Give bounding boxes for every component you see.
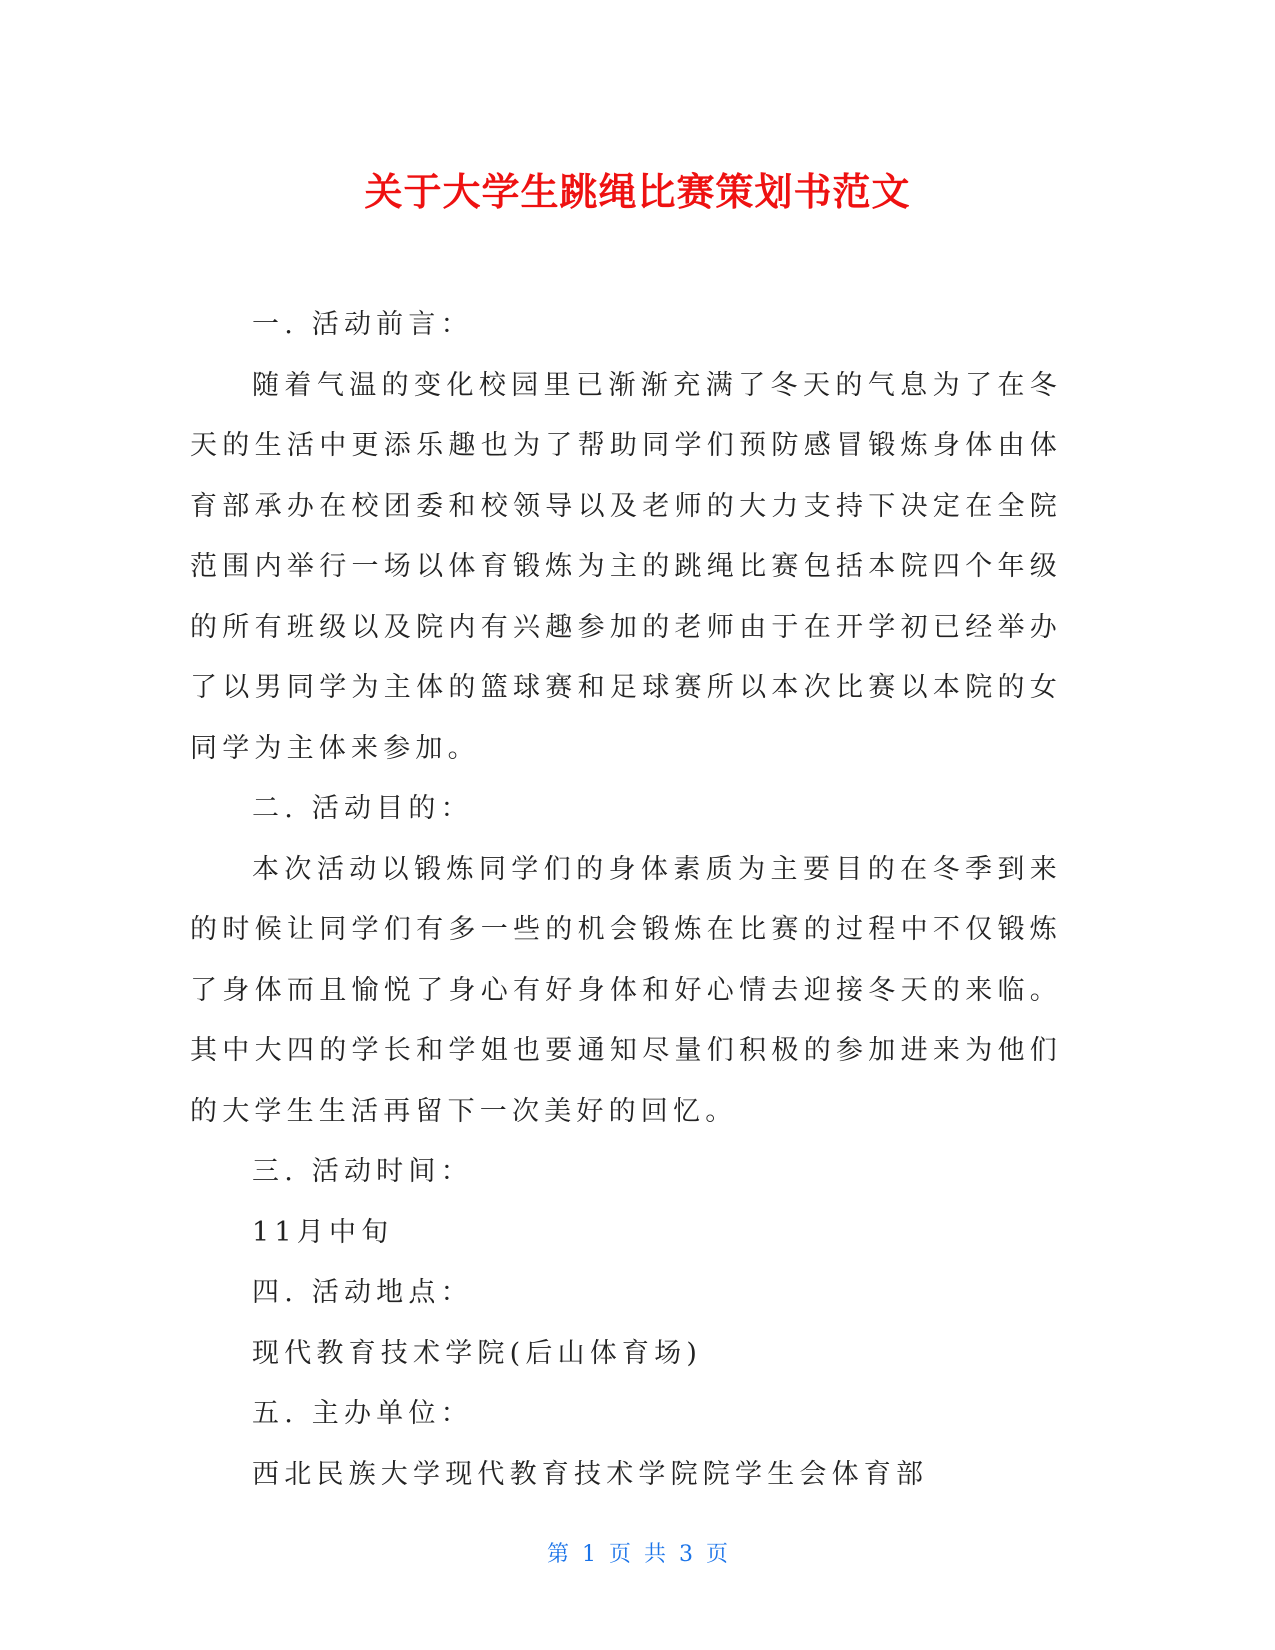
paragraph-organizer: 西北民族大学现代教育技术学院院学生会体育部	[252, 1458, 929, 1490]
section-heading-time: 三. 活动时间：	[252, 1156, 473, 1187]
paragraph-time: 11月中旬	[252, 1216, 394, 1248]
section-heading-preface: 一. 活动前言：	[252, 309, 473, 340]
document-title: 关于大学生跳绳比赛策划书范文	[364, 170, 911, 214]
section-heading-organizer: 五. 主办单位：	[252, 1398, 473, 1429]
paragraph-purpose: 本次活动以锻炼同学们的身体素质为主要目的在冬季到来的时候让同学们有多一些的机会锻炼在比赛的过程中不仅锻炼了身体而且愉悦了身心有好身体和好心情去迎接冬天的来临。其中大四的学长和学姐也要通知尽量们积极的参加进来为他们的大学生生活再留下一次美好的回忆。	[190, 853, 1062, 1127]
section-heading-location: 四. 活动地点：	[252, 1277, 473, 1308]
document-body	[190, 295, 1062, 1505]
section-heading-purpose: 二. 活动目的：	[252, 793, 473, 824]
paragraph-location: 现代教育技术学院(后山体育场)	[252, 1337, 703, 1369]
page-number-footer: 第 1 页 共 3 页	[547, 1542, 728, 1567]
paragraph-preface: 随着气温的变化校园里已渐渐充满了冬天的气息为了在冬天的生活中更添乐趣也为了帮助同学们预防感冒锻炼身体由体育部承办在校团委和校领导以及老师的大力支持下决定在全院范围内举行一场以体育锻炼为主的跳绳比赛包括本院四个年级的所有班级以及院内有兴趣参加的老师由于在开学初已经举办了以男同学为主体的篮球赛和足球赛所以本次比赛以本院的女同学为主体来参加。	[190, 369, 1062, 764]
